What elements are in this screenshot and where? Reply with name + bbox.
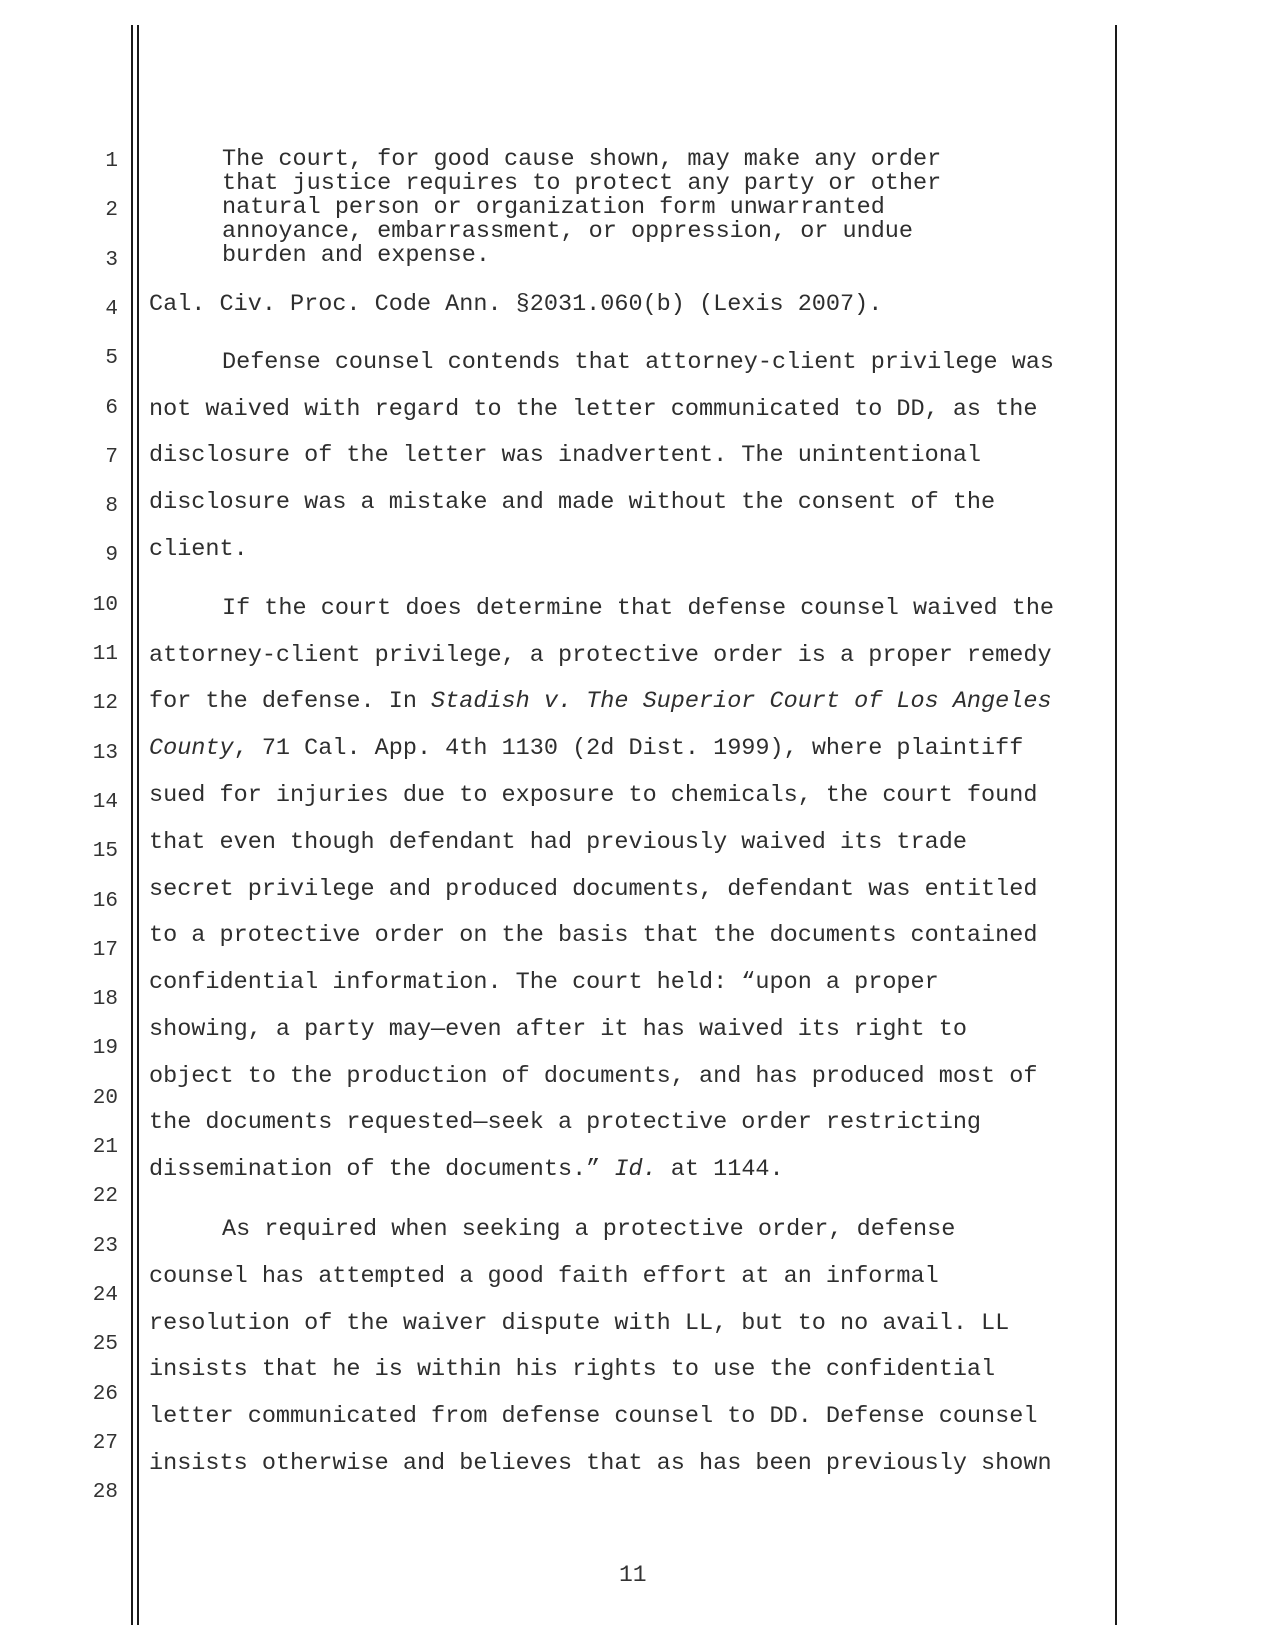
paragraph-3-line: letter communicated from defense counsel to DD. Defense counsel (149, 1403, 1038, 1430)
line-number: 18 (92, 988, 118, 1011)
line-number: 15 (92, 840, 118, 863)
line-number: 13 (92, 742, 118, 765)
line-number: 14 (92, 791, 118, 814)
line-number: 22 (92, 1185, 118, 1208)
paragraph-1-line: client. (149, 536, 248, 563)
paragraph-2-text: at 1144. (656, 1156, 784, 1183)
paragraph-2-text: dissemination of the documents.” (149, 1156, 615, 1183)
line-number: 3 (105, 249, 118, 272)
paragraph-1-line: disclosure of the letter was inadvertent. The unintentional (149, 442, 982, 469)
paragraph-2-line: showing, a party may—even after it has waived its right to (149, 1016, 967, 1043)
paragraph-2-line: If the court does determine that defense counsel waived the (222, 595, 1055, 622)
right-margin-rule (1115, 25, 1117, 1625)
paragraph-2-text: , 71 Cal. App. 4th 1130 (2d Dist. 1999), where plaintiff (233, 735, 1024, 762)
block-quote-line: The court, for good cause shown, may make any order (222, 146, 942, 173)
line-number: 10 (92, 594, 118, 617)
paragraph-2-line (149, 736, 1023, 762)
paragraph-3-line: resolution of the waiver dispute with LL, but to no avail. LL (149, 1310, 1010, 1337)
id-citation-italic: Id. (614, 1156, 657, 1183)
line-number: 8 (105, 495, 118, 518)
paragraph-2-line: confidential information. The court held: “upon a proper (149, 969, 939, 996)
line-number: 17 (92, 939, 118, 962)
line-number: 11 (92, 643, 118, 666)
paragraph-2-line (149, 1157, 784, 1183)
page-number: 11 (619, 1562, 647, 1588)
line-number: 20 (92, 1087, 118, 1110)
paragraph-2-line: to a protective order on the basis that the documents contained (149, 922, 1038, 949)
paragraph-3-line: counsel has attempted a good faith effort at an informal (149, 1263, 939, 1290)
paragraph-2-line: object to the production of documents, and has produced most of (149, 1063, 1038, 1090)
line-number: 23 (92, 1235, 118, 1258)
left-margin-rule-inner (137, 25, 139, 1625)
case-name-italic: County (149, 735, 234, 762)
line-number: 19 (92, 1037, 118, 1060)
paragraph-2-line (149, 689, 1052, 715)
paragraph-1-line: disclosure was a mistake and made without the consent of the (149, 489, 996, 516)
paragraph-2-line: the documents requested—seek a protective order restricting (149, 1109, 982, 1136)
statute-citation: Cal. Civ. Proc. Code Ann. §2031.060(b) (Lexis 2007). (149, 291, 883, 318)
paragraph-2-line: that even though defendant had previously waived its trade (149, 829, 967, 856)
line-number: 12 (92, 692, 118, 715)
line-number: 16 (92, 890, 118, 913)
paragraph-2-line: attorney-client privilege, a protective order is a proper remedy (149, 642, 1052, 669)
left-margin-rule-outer (131, 25, 133, 1625)
line-number: 26 (92, 1383, 118, 1406)
line-number: 25 (92, 1333, 118, 1356)
line-number: 9 (105, 544, 118, 567)
block-quote-line: natural person or organization form unwarranted (222, 194, 885, 221)
line-number: 6 (105, 397, 118, 420)
paragraph-2-line: secret privilege and produced documents, defendant was entitled (149, 876, 1038, 903)
paragraph-2-text: for the defense. In (149, 688, 432, 715)
line-number: 5 (105, 347, 118, 370)
line-number: 4 (105, 298, 118, 321)
line-number: 1 (105, 150, 118, 173)
paragraph-3-line: insists otherwise and believes that as has been previously shown (149, 1450, 1052, 1477)
line-number: 28 (92, 1481, 118, 1504)
line-number: 2 (105, 199, 118, 222)
line-number: 21 (92, 1136, 118, 1159)
line-number: 24 (92, 1284, 118, 1307)
line-number: 27 (92, 1432, 118, 1455)
paragraph-2-line: sued for injuries due to exposure to chemicals, the court found (149, 782, 1038, 809)
paragraph-1-line: Defense counsel contends that attorney-client privilege was (222, 349, 1055, 376)
block-quote-line: that justice requires to protect any party or other (222, 170, 942, 197)
line-number: 7 (105, 446, 118, 469)
paragraph-1-line: not waived with regard to the letter communicated to DD, as the (149, 396, 1038, 423)
case-name-italic: Stadish v. The Superior Court of Los Angeles (431, 688, 1052, 715)
block-quote-line: burden and expense. (222, 242, 490, 269)
block-quote-line: annoyance, embarrassment, or oppression, or undue (222, 218, 914, 245)
paragraph-3-line: insists that he is within his rights to use the confidential (149, 1356, 996, 1383)
paragraph-3-line: As required when seeking a protective order, defense (222, 1216, 956, 1243)
